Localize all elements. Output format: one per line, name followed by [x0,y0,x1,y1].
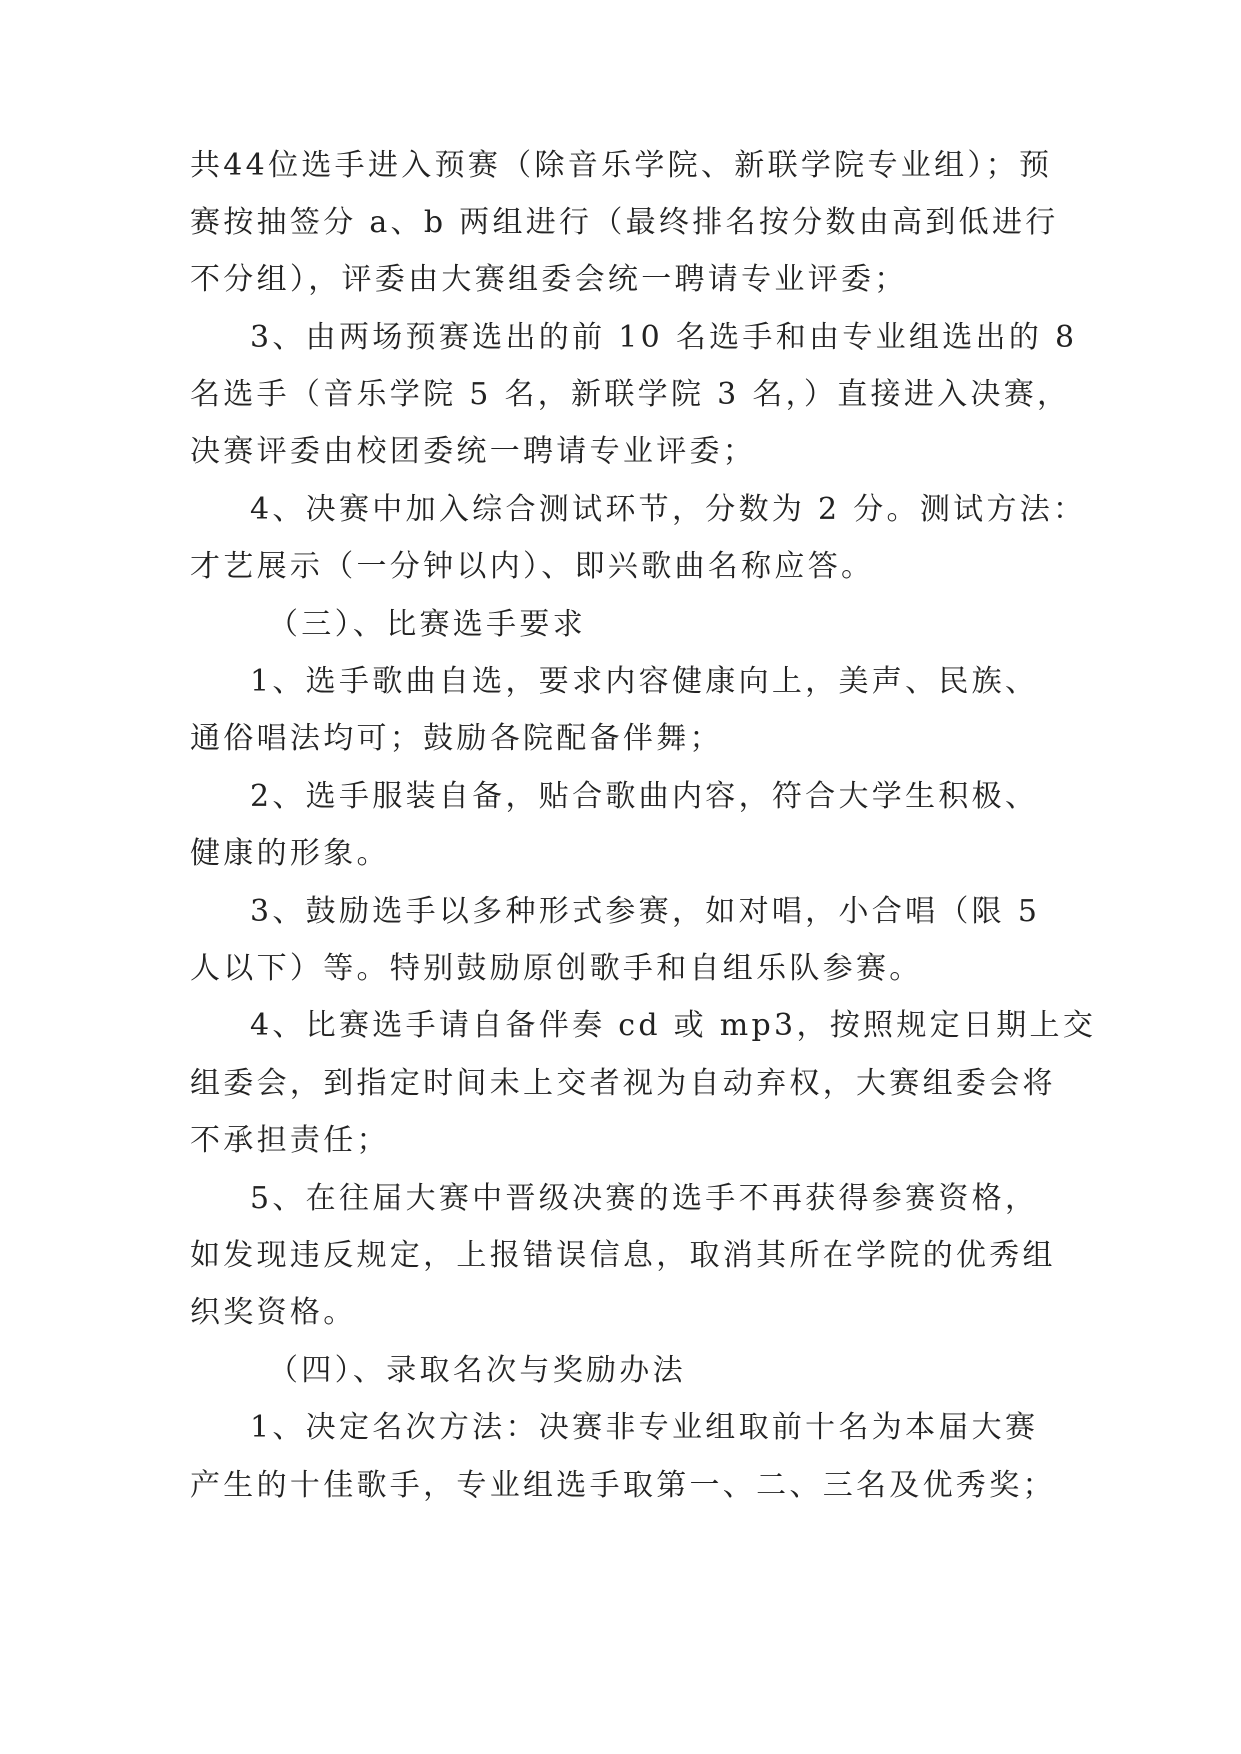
body-line: 如发现违反规定，上报错误信息，取消其所在学院的优秀组 [190,1238,1056,1273]
body-line: 健康的形象。 [190,836,390,871]
body-line: 名选手（音乐学院 5 名，新联学院 3 名，）直接进入决赛， [190,377,1071,412]
body-line: 共44位选手进入预赛（除音乐学院、新联学院专业组）；预 [190,148,1053,183]
section-heading: （四）、录取名次与奖励办法 [268,1353,686,1388]
body-line: 织奖资格。 [190,1295,357,1330]
paragraph-start-line: 2、选手服装自备，贴合歌曲内容，符合大学生积极、 [250,779,1039,814]
body-line: 决赛评委由校团委统一聘请专业评委； [190,434,757,469]
paragraph-start-line: 3、由两场预赛选出的前 10 名选手和由专业组选出的 8 [250,320,1078,355]
paragraph-start-line: 1、决定名次方法：决赛非专业组取前十名为本届大赛 [250,1410,1039,1445]
body-line: 通俗唱法均可；鼓励各院配备伴舞； [190,721,723,756]
body-line: 才艺展示（一分钟以内）、即兴歌曲名称应答。 [190,549,875,584]
body-line: 赛按抽签分 a、b 两组进行（最终排名按分数由高到低进行 [190,205,1059,240]
paragraph-start-line: 4、决赛中加入综合测试环节，分数为 2 分。测试方法： [250,492,1087,527]
paragraph-start-line: 4、比赛选手请自备伴奏 cd 或 mp3，按照规定日期上交 [250,1008,1097,1043]
section-heading: （三）、比赛选手要求 [268,607,586,642]
paragraph-start-line: 3、鼓励选手以多种形式参赛，如对唱，小合唱（限 5 [250,894,1041,929]
body-line: 不承担责任； [190,1123,390,1158]
body-line: 组委会，到指定时间未上交者视为自动弃权，大赛组委会将 [190,1066,1056,1101]
body-line: 人以下）等。特别鼓励原创歌手和自组乐队参赛。 [190,951,923,986]
body-line: 不分组），评委由大赛组委会统一聘请专业评委； [190,262,908,297]
paragraph-start-line: 5、在往届大赛中晋级决赛的选手不再获得参赛资格， [250,1181,1039,1216]
body-line: 产生的十佳歌手，专业组选手取第一、二、三名及优秀奖； [190,1468,1056,1503]
paragraph-start-line: 1、选手歌曲自选，要求内容健康向上，美声、民族、 [250,664,1039,699]
